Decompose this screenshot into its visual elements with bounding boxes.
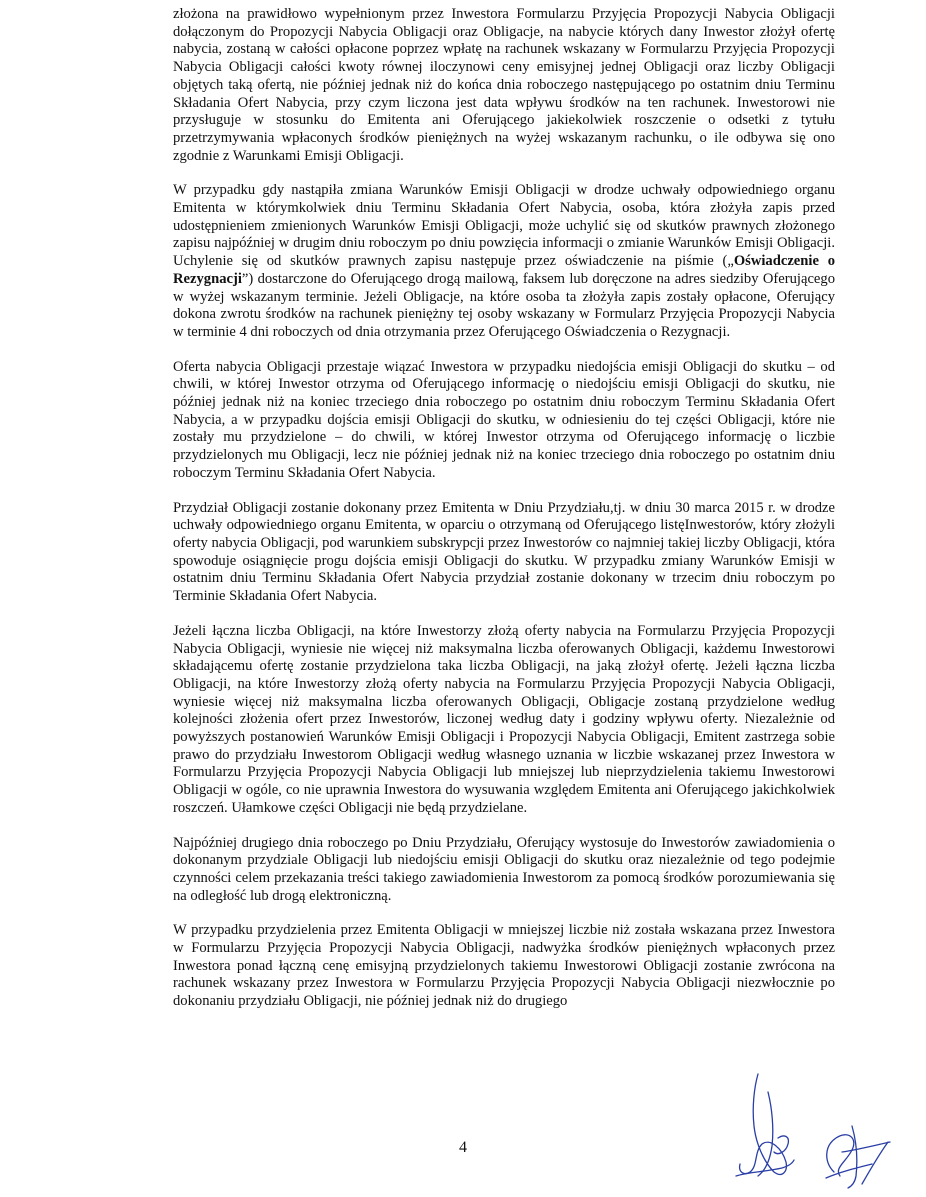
paragraph-terms-change-part2: ”) dostarczone do Oferującego drogą mailową, faksem lub doręczone na adres siedziby Oferującego w wyżej wskazanym terminie. Jeżeli Obligacje, na które osoba ta złożyła zapis zostały opłacone, Oferujący dokona zwrotu środków na rachunek pieniężny tej osoby wskazany w Formularz Przyjęcia Propozycji Nabycia w terminie 4 dni roboczych od dnia otrzymania przez Oferującego Oświadczenia o Rezygnacji. [173,270,835,340]
paragraph-offer-binding: Oferta nabycia Obligacji przestaje wiązać Inwestora w przypadku niedojścia emisji Obligacji do skutku – od chwili, w której Inwestor otrzyma od Oferującego informację o niedojściu emisji Obligacji do skutku, nie później jednak niż na koniec trzeciego dnia roboczego po ostatnim dniu roboczym Terminu Składania Ofert Nabycia, a w przypadku dojścia emisji Obligacji do skutku, w odniesieniu do tej części Obligacji, które nie zostały mu przydzielone – do chwili, w której Inwestor otrzyma od Oferującego informację o liczbie przydzielonych mu Obligacji, lecz nie później jednak niż na koniec trzeciego dnia roboczego po ostatnim dniu roboczym Terminu Składania Ofert Nabycia. [173,358,835,481]
paragraph-terms-change-part1: W przypadku gdy nastąpiła zmiana Warunków Emisji Obligacji w drodze uchwały odpowiedniego organu Emitenta w którymkolwiek dniu Terminu Składania Ofert Nabycia, osoba, która złożyła zapis przed udostępnieniem zmienionych Warunków Emisji Obligacji, może uchylić się od skutków prawnych złożonego zapisu najpóźniej w drugim dniu roboczym po dniu powzięcia informacji o zmianie Warunków Emisji Obligacji. Uchylenie się od skutków prawnych zapisu następuje przez oświadczenie na piśmie („ [173,182,835,270]
paragraph-payment: złożona na prawidłowo wypełnionym przez Inwestora Formularzu Przyjęcia Propozycji Nabycia Obligacji dołączonym do Propozycji Nabycia Obligacji oraz Obligacje, na nabycie których dany Inwestor złożył ofertę nabycia, zostaną w całości opłacone poprzez wpłatę na rachunek wskazany w Formularzu Przyjęcia Propozycji Nabycia Obligacji całości kwoty równej iloczynowi ceny emisyjnej jednej Obligacji oraz liczby Obligacji objętych taką ofertą, nie później jednak niż do końca dnia roboczego następującego po ostatnim dniu Terminu Składania Ofert Nabycia, przy czym liczona jest data wpływu środków na ten rachunek. Inwestorowi nie przysługuje w stosunku do Emitenta ani Oferującego jakiekolwiek roszczenie o odsetki z tytułu przetrzymywania wpłaconych środków pieniężnych na wyżej wskazanym rachunku, o ile odbywa się ono zgodnie z Warunkami Emisji Obligacji. [173,6,835,164]
handwritten-signature-left [728,1068,800,1186]
paragraph-notification: Najpóźniej drugiego dnia roboczego po Dniu Przydziału, Oferujący wystosuje do Inwestorów zawiadomienia o dokonanym przydziale Obligacji lub niedojściu emisji Obligacji do skutku oraz niezależnie od tego podejmie czynności celem przekazania treści takiego zawiadomienia Inwestorom za pomocą środków porozumiewania się na odległość lub drogą elektroniczną. [173,834,835,904]
paragraph-refund: W przypadku przydzielenia przez Emitenta Obligacji w mniejszej liczbie niż została wskazana przez Inwestora w Formularzu Przyjęcia Propozycji Nabycia Obligacji, nadwyżka środków pieniężnych wpłaconych przez Inwestora ponad łączną cenę emisyjną przydzielonych takiemu Inwestorowi Obligacji zostanie zwrócona na rachunek wskazany przez Inwestora w Formularzu Przyjęcia Propozycji Nabycia Obligacji niezwłocznie po dokonaniu przydziału Obligacji, nie później jednak niż do drugiego [173,922,835,1010]
paragraph-allotment: Przydział Obligacji zostanie dokonany przez Emitenta w Dniu Przydziału,tj. w dniu 30 marca 2015 r. w drodze uchwały odpowiedniego organu Emitenta, w oparciu o otrzymaną od Oferującego listęInwestorów, który złożyli oferty nabycia Obligacji, pod warunkiem subskrypcji przez Inwestorów co najmniej takiej liczby Obligacji, która spowoduje osiągnięcie progu dojścia emisji Obligacji do skutku. W przypadku zmiany Warunków Emisji w ostatnim dniu Terminu Składania Ofert Nabycia przydział zostanie dokonany w trzecim dniu roboczym po Terminie Składania Ofert Nabycia. [173,499,835,605]
page-number: 4 [459,1139,467,1156]
paragraph-allotment-rules: Jeżeli łączna liczba Obligacji, na które Inwestorzy złożą oferty nabycia na Formularzu Przyjęcia Propozycji Nabycia Obligacji, wyniesie nie więcej niż maksymalna liczba oferowanych Obligacji, każdemu Inwestorowi składającemu ofertę zostanie przydzielona taka liczba Obligacji, na jaką złożył ofertę. Jeżeli łączna liczba Obligacji, na które Inwestorzy złożą oferty nabycia na Formularzu Przyjęcia Propozycji Nabycia Obligacji, wyniesie więcej niż maksymalna liczba oferowanych Obligacji, Obligacje zostaną przydzielone według kolejności złożenia ofert przez Inwestorów, liczonej według daty i godziny wpływu oferty. Niezależnie od powyższych postanowień Warunków Emisji Obligacji i Propozycji Nabycia Obligacji, Emitent zastrzega sobie prawo do przydziału Inwestorom Obligacji według własnego uznania w liczbie wskazanej przez Inwestora w Formularzu Przyjęcia Propozycji Nabycia Obligacji lub mniejszej lub nieprzydzielenia takiemu Inwestorowi Obligacji w ogóle, co nie uprawnia Inwestora do wysuwania względem Emitenta ani Oferującego jakichkolwiek roszczeń. Ułamkowe części Obligacji nie będą przydzielane. [173,622,835,816]
paragraph-terms-change [173,182,835,341]
resignation-statement-term: Oświadczenie o Rezygnacji [173,253,835,287]
handwritten-signature-right [816,1112,898,1190]
document-body [173,6,835,1028]
